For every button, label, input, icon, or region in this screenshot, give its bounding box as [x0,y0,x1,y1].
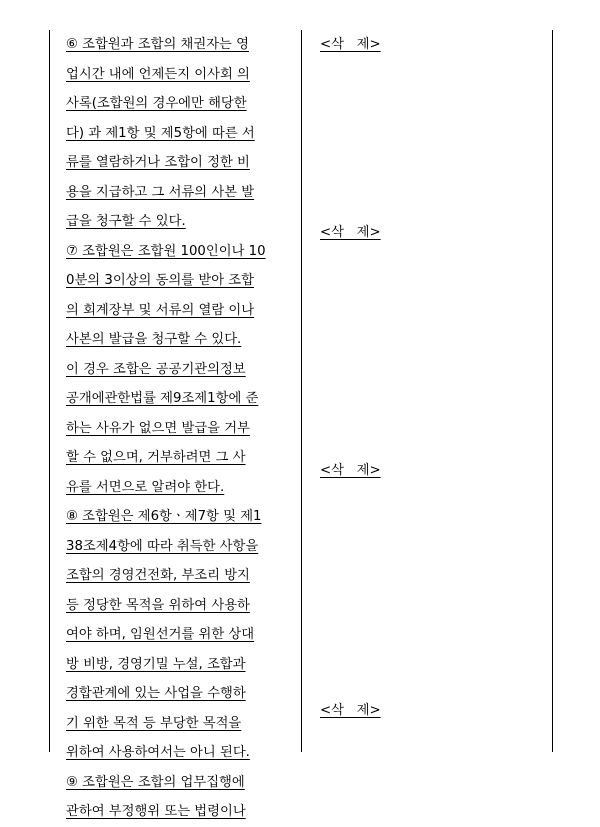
paragraph-7 [66,237,298,503]
text-line: 용을 지급하고 그 서류의 사본 발 [66,184,255,200]
text-line: 사본의 발급을 청구할 수 있다. [66,332,242,347]
column-divider-line [301,30,302,752]
text-line: ⑧ 조합원은 제6항ㆍ제7항 및 제1 [66,509,262,524]
deleted-mark-9: <삭 제> [320,703,381,718]
text-line: 관하여 부정행위 또는 법령이나 [66,804,246,819]
left-column [66,30,298,827]
text-line: 방 비방, 경영기밀 누설, 조합과 [66,656,246,672]
text-line: 기 위한 목적 등 부당한 목적을 [66,715,242,731]
text-line: 할 수 없으며, 거부하려면 그 사 [66,450,246,465]
text-line: 유를 서면으로 알려야 한다. [66,479,225,495]
deleted-mark-8: <삭 제> [320,463,381,478]
text-line: 의 회계장부 및 서류의 열람 이나 [66,302,255,318]
text-line: 위하여 사용하여서는 아니 된다. [66,745,250,760]
text-line: 사록(조합원의 경우에만 해당한 [66,96,247,111]
paragraph-9 [66,768,298,827]
text-line: ⑥ 조합원과 조합의 채권자는 영 [66,37,249,52]
left-border-line [49,30,50,752]
text-line: ⑦ 조합원은 조합원 100인이나 10 [66,243,266,259]
text-line: 급을 청구할 수 있다. [66,214,186,229]
paragraph-6 [66,30,298,237]
text-line: 38조제4항에 따라 취득한 사항을 [66,538,259,554]
paragraph-8 [66,502,298,768]
text-line: 여야 하며, 임원선거를 위한 상대 [66,627,255,642]
text-line: 조합의 경영건전화, 부조리 방지 [66,568,250,583]
text-line: 다) 과 제1항 및 제5항에 따른 서 [66,125,255,141]
text-line: 업시간 내에 언제든지 이사회 의 [66,66,250,82]
text-line: 하는 사유가 없으면 발급을 거부 [66,420,250,436]
deleted-mark-7: <삭 제> [320,225,381,240]
deleted-mark-6: <삭 제> [320,37,381,52]
text-line: 이 경우 조합은 공공기관의정보 [66,361,246,377]
text-line: ⑨ 조합원은 조합의 업무집행에 [66,774,245,790]
text-line: 0분의 3이상의 동의를 받아 조합 [66,273,254,288]
right-border-line [552,30,553,752]
text-line: 경합관계에 있는 사업을 수행하 [66,686,246,701]
text-line: 공개에관한법률 제9조제1항에 준 [66,391,259,406]
text-line: 류를 열람하거나 조합이 정한 비 [66,155,250,170]
text-line: 등 정당한 목적을 위하여 사용하 [66,597,250,613]
